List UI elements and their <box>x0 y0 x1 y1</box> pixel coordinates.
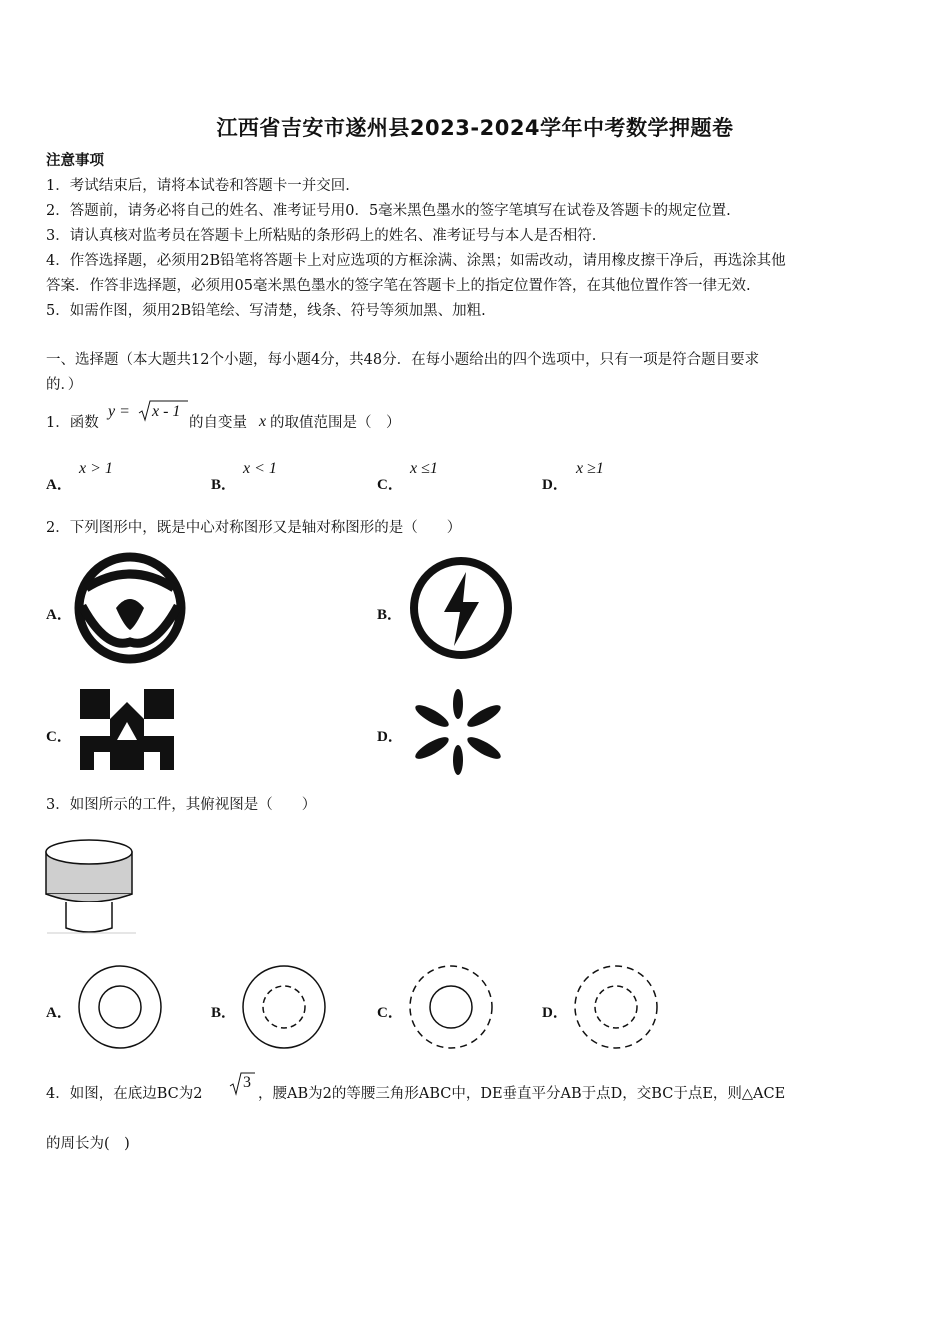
q4-sqrt-value: 3 <box>243 1074 251 1091</box>
notice-item: 3．请认真核对监考员在答题卡上所粘贴的条形码上的姓名、准考证号与本人是否相符. <box>46 228 597 244</box>
q2-option-d-label: D． <box>377 729 403 745</box>
q3-figure-c-dashed-outer <box>405 962 497 1052</box>
q2-figure-b-lightning <box>404 550 518 666</box>
q3-figure-a-solid-rings <box>74 962 166 1052</box>
q1-prefix: 1．函数 <box>46 415 99 431</box>
q2-option-a-label: A． <box>46 607 72 623</box>
section-heading-cont: 的．） <box>46 377 83 393</box>
q4-radical-sign <box>229 1072 243 1096</box>
q1-suffix-b: 的取值范围是（ ） <box>270 415 401 431</box>
q4-stem-a: 4．如图，在底边BC为2 <box>46 1086 203 1102</box>
q2-option-c-label: C． <box>46 729 72 745</box>
q3-option-c-label: C． <box>377 1005 403 1021</box>
q1-radical-bar <box>150 400 186 402</box>
q1-formula-lhs: y = <box>108 403 130 420</box>
notice-item: 5．如需作图，须用2B铅笔绘、写清楚，线条、符号等须加黑、加粗. <box>46 303 486 319</box>
q1-option-c-math: x ≤1 <box>410 460 438 477</box>
notice-heading: 注意事项 <box>46 152 104 169</box>
page-title: 江西省吉安市遂州县2023-2024学年中考数学押题卷 <box>216 116 734 140</box>
q4-stem-line2: 的周长为( ) <box>46 1136 130 1152</box>
q3-option-b-label: B． <box>211 1005 237 1021</box>
q1-formula-radicand: x - 1 <box>152 403 181 420</box>
notice-item: 2．答题前，请务必将自己的姓名、准考证号用0．5毫米黑色墨水的签字笔填写在试卷及答题卡的规定位置. <box>46 203 731 219</box>
q1-radical-sign <box>138 400 152 422</box>
q1-option-b-math: x < 1 <box>243 460 277 477</box>
q2-figure-c-blocks <box>74 686 180 774</box>
q1-option-a-math: x > 1 <box>79 460 113 477</box>
q3-stem: 3．如图所示的工件，其俯视图是（ ） <box>46 797 317 813</box>
q1-option-c-label: C． <box>377 477 403 493</box>
q3-workpiece-figure <box>44 838 138 938</box>
q1-option-d-label: D． <box>542 477 568 493</box>
q3-figure-b-dashed-inner <box>238 962 330 1052</box>
notice-item: 4．作答选择题，必须用2B铅笔将答题卡上对应选项的方框涂满、涂黑；如需改动，请用橡皮擦干净后，再选涂其他 <box>46 253 786 269</box>
q3-option-a-label: A． <box>46 1005 72 1021</box>
q1-variable: x <box>259 413 267 430</box>
q2-option-b-label: B． <box>377 607 403 623</box>
q3-figure-d-dashed-both <box>570 962 662 1052</box>
q4-stem-b: ，腰AB为2的等腰三角形ABC中，DE垂直平分AB于点D，交BC于点E，则△ACE <box>258 1086 786 1102</box>
q2-stem: 2．下列图形中，既是中心对称图形又是轴对称图形的是（ ） <box>46 520 462 536</box>
q2-figure-d-petals <box>406 688 510 776</box>
notice-item: 答案．作答非选择题，必须用05毫米黑色墨水的签字笔在答题卡上的指定位置作答，在其他位置作答一律无效. <box>46 278 751 294</box>
q2-figure-a-emblem <box>72 550 188 666</box>
q1-option-b-label: B． <box>211 477 237 493</box>
q1-option-d-math: x ≥1 <box>576 460 604 477</box>
q1-suffix-a: 的自变量 <box>189 415 247 431</box>
q3-option-d-label: D． <box>542 1005 568 1021</box>
q1-option-a-label: A． <box>46 477 72 493</box>
notice-item: 1．考试结束后，请将本试卷和答题卡一并交回. <box>46 178 350 194</box>
section-heading: 一、选择题（本大题共12个小题，每小题4分，共48分．在每小题给出的四个选项中，只有一项是符合题目要求 <box>46 352 760 368</box>
